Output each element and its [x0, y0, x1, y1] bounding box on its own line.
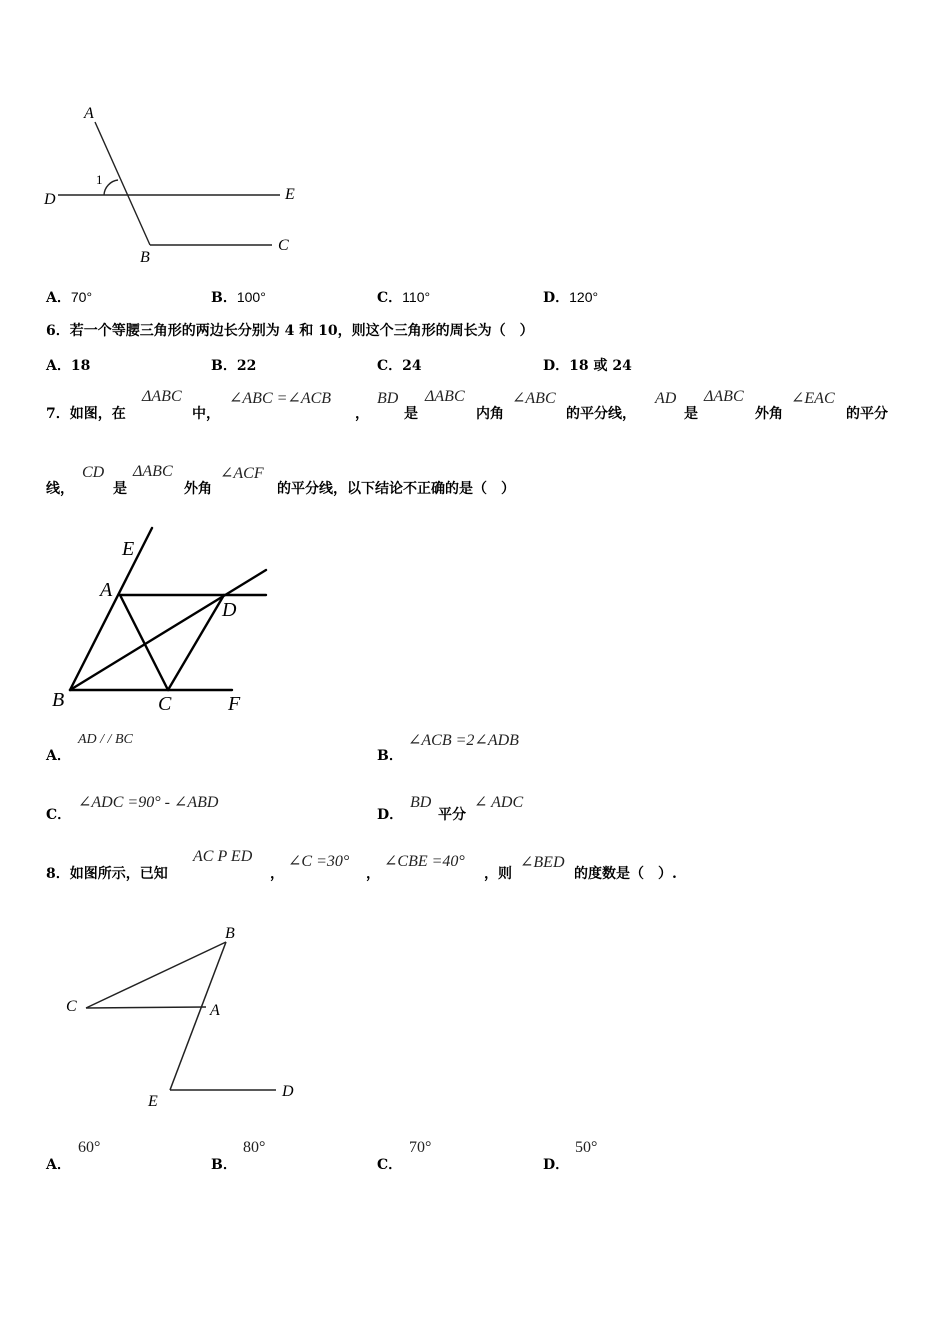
q7-math-equal-angles: ∠ABC =∠ACB [229, 390, 332, 407]
label-e: E [122, 538, 135, 560]
q7-text-waijiao-2: 外角 [184, 481, 212, 497]
q7-text-shi-1: 是 [404, 406, 418, 422]
q7-option-b-math[interactable]: ∠ACB =2∠ADB [408, 732, 519, 749]
label-angle-1: 1 [96, 172, 103, 187]
q7-option-a-math[interactable]: AD / / BC [78, 732, 133, 747]
q7-math-angle-abc: ∠ABC [512, 390, 556, 407]
q7-math-ad: AD [655, 390, 677, 407]
q7-prefix: 7．如图，在 [46, 406, 126, 422]
q6-option-b[interactable] [211, 355, 256, 375]
option-value: 24 [402, 358, 422, 374]
q8-math-parallel: AC P ED [193, 848, 253, 865]
line-ab [95, 122, 150, 245]
option-letter: D． [543, 358, 570, 374]
q7-math-triangle-4: ΔABC [133, 463, 173, 480]
q7-math-triangle-2: ΔABC [425, 388, 465, 405]
q8-prefix: 8．如图所示，已知 [46, 866, 168, 882]
option-letter: A． [46, 358, 71, 374]
option-letter: C． [377, 290, 403, 306]
q8-option-d-letter[interactable]: D． [543, 1157, 570, 1173]
q7-text-bisector-end: 的平分 [846, 406, 888, 422]
label-f: F [228, 693, 241, 715]
label-d: D [222, 599, 237, 621]
option-value: 18 [70, 358, 91, 374]
line-ac [120, 595, 168, 690]
label-d: D [44, 191, 56, 208]
q8-math-angle-cbe: ∠CBE =40° [384, 853, 465, 870]
q7-option-d-math-adc[interactable]: ∠ ADC [474, 794, 524, 811]
q7-text-zhong: 中， [192, 406, 220, 422]
q7-option-c-math[interactable]: ∠ADC =90° - ∠ABD [78, 794, 219, 811]
q8-text-comma-2: ， [366, 866, 380, 882]
label-d: D [282, 1083, 294, 1100]
q6-option-c[interactable] [377, 355, 422, 375]
q5-option-c[interactable] [377, 287, 430, 307]
option-letter: B． [211, 290, 237, 306]
q7-math-angle-acf: ∠ACF [220, 465, 264, 482]
q7-text-bisector-1: 的平分线， [566, 406, 636, 422]
q7-text-neijiao: 内角 [476, 406, 504, 422]
line-ca [86, 1007, 206, 1008]
q8-math-angle-bed: ∠BED [520, 854, 565, 871]
q8-text-comma-1: ， [270, 866, 284, 882]
label-c: C [278, 237, 289, 254]
q6-option-d[interactable] [543, 355, 632, 375]
q8-option-a-value[interactable]: 60° [78, 1139, 101, 1156]
q7-option-d-letter[interactable]: D． [377, 807, 404, 823]
q8-text-tail: 的度数是（ ）. [574, 866, 677, 882]
q5-option-b[interactable] [211, 287, 266, 307]
label-b: B [225, 925, 235, 942]
q8-figure [60, 918, 310, 1113]
q7-math-cd: CD [82, 464, 105, 481]
label-c: C [66, 998, 77, 1015]
q8-math-angle-c: ∠C =30° [288, 853, 350, 870]
label-c: C [158, 693, 172, 715]
q7-option-c-letter[interactable]: C． [46, 807, 72, 823]
q8-option-b-letter[interactable]: B． [211, 1157, 237, 1173]
q7-text-tail: 的平分线，以下结论不正确的是（ ） [277, 481, 515, 497]
option-value: 110° [402, 289, 431, 305]
q7-math-bd: BD [377, 390, 399, 407]
q8-option-c-value[interactable]: 70° [409, 1139, 432, 1156]
q7-text-waijiao-1: 外角 [755, 406, 783, 422]
q7-option-d-text[interactable]: 平分 [438, 807, 466, 823]
option-value: 100° [236, 289, 266, 305]
option-value: 22 [236, 358, 257, 374]
q8-option-d-value[interactable]: 50° [575, 1139, 598, 1156]
q5-figure [40, 100, 310, 270]
q7-figure [40, 520, 280, 720]
q7-math-triangle-1: ΔABC [142, 388, 182, 405]
q7-text-shi-2: 是 [684, 406, 698, 422]
option-letter: B． [211, 358, 237, 374]
angle-1-arc [104, 180, 118, 195]
q5-option-d[interactable] [543, 287, 598, 307]
option-letter: D． [543, 290, 570, 306]
q7-option-a-letter[interactable]: A． [46, 748, 71, 764]
q7-math-angle-eac: ∠EAC [791, 390, 835, 407]
q7-option-b-letter[interactable]: B． [377, 748, 403, 764]
option-letter: C． [377, 358, 403, 374]
label-b: B [140, 249, 150, 266]
q8-option-c-letter[interactable]: C． [377, 1157, 403, 1173]
option-value: 18 或 24 [569, 358, 632, 374]
q8-option-b-value[interactable]: 80° [243, 1139, 266, 1156]
label-e: E [148, 1093, 158, 1110]
q6-stem: 6．若一个等腰三角形的两边长分别为 4 和 10，则这个三角形的周长为（ ） [46, 323, 534, 339]
option-value: 70° [70, 289, 93, 305]
q8-option-a-letter[interactable]: A． [46, 1157, 71, 1173]
label-a: A [210, 1002, 220, 1019]
label-a: A [100, 579, 113, 601]
q6-option-a[interactable] [46, 355, 90, 375]
line-cd [168, 595, 224, 690]
option-value: 120° [569, 289, 599, 305]
label-b: B [52, 689, 65, 711]
option-letter: A． [46, 290, 71, 306]
q7-option-d-math-bd[interactable]: BD [410, 794, 432, 811]
label-a: A [84, 105, 94, 122]
q7-text-comma: ， [355, 406, 369, 422]
q7-text-shi-3: 是 [113, 481, 127, 497]
q7-text-xian: 线， [46, 481, 74, 497]
q5-option-a[interactable] [46, 287, 92, 307]
q8-text-ze: ，则 [484, 866, 512, 882]
q7-math-triangle-3: ΔABC [704, 388, 744, 405]
label-e: E [285, 186, 295, 203]
